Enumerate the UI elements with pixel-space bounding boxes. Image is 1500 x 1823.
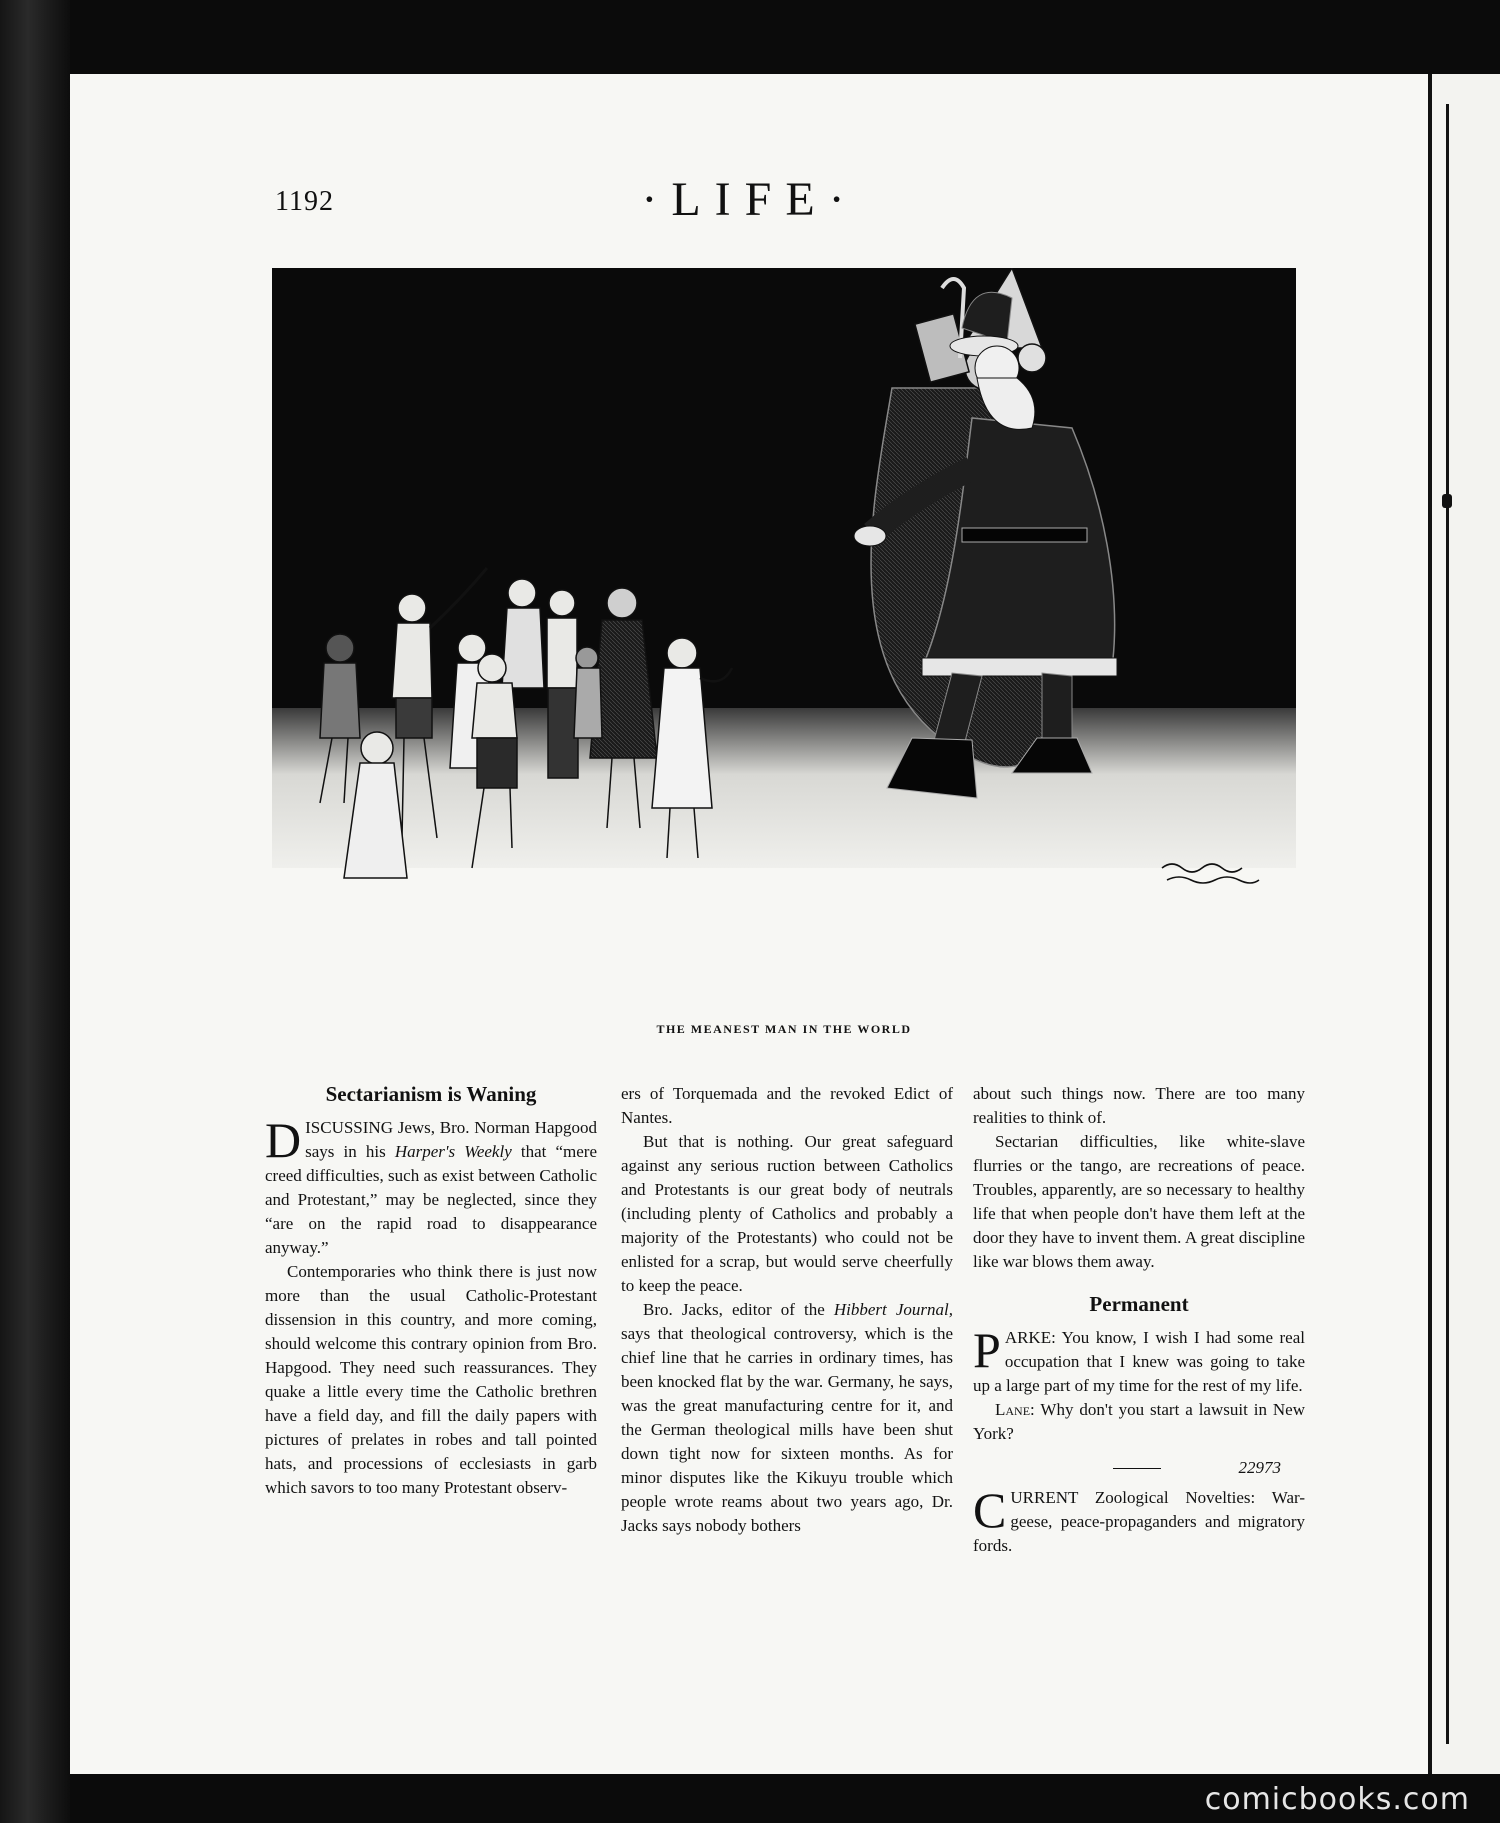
- divider-rule: [1113, 1468, 1161, 1469]
- page-number: 1192: [275, 186, 334, 217]
- article1-paragraph-7: Sectarian difficulties, like white-slave flurries or the tango, are recreations of peace. Troubles, apparently, are so necessary to healthy life that when people don't have them left at the door they have to invent them. A great discipline like war blows them away.: [973, 1132, 1305, 1271]
- site-watermark: comicbooks.com: [1204, 1782, 1470, 1817]
- article3-paragraph: CURRENT Zoological Novelties: War-geese, peace-propaganders and migratory fords.: [973, 1482, 1305, 1555]
- article1-paragraph-1: DISCUSSING Jews, Bro. Norman Hapgood says in his Harper's Weekly that “mere creed difficulties, such as exist between Catholic and Protestant,” may be neglected, since they “are on the rapid road to disappearance anyway.”: [265, 1112, 598, 1257]
- article-title-permanent: Permanent: [1089, 1292, 1189, 1316]
- illustration-caption: THE MEANEST MAN IN THE WORLD: [656, 1022, 912, 1036]
- dropcap-d: D: [265, 1112, 302, 1168]
- adjacent-page-clip: [1442, 494, 1452, 508]
- adjacent-page-rule: [1446, 104, 1449, 1744]
- article-number: 22973: [1238, 1458, 1281, 1477]
- article1-paragraph-3: ers of Torquemada and the revoked Edict of Nantes.: [621, 1084, 953, 1127]
- dropcap-p: P: [973, 1322, 1001, 1378]
- article1-paragraph-4: But that is nothing. Our great safeguard against any serious ruction between Catholics and Protestants is our great body of neutrals (including plenty of Catholics and probably a majority of the Protestants) who could not be enlisted for a scrap, but would serve cheerfully to keep the peace.: [621, 1132, 953, 1295]
- dropcap-c: C: [973, 1482, 1007, 1538]
- article2-lane-line: Lane: Why don't you start a lawsuit in New York?: [973, 1400, 1305, 1443]
- text-column-2: [621, 1082, 953, 1538]
- article1-paragraph-6: about such things now. There are too many realities to think of.: [973, 1084, 1305, 1127]
- adjacent-page-edge: [1432, 74, 1500, 1774]
- text-column-3: [973, 1082, 1305, 1558]
- article1-paragraph-5: Bro. Jacks, editor of the Hibbert Journal, says that theological controversy, which is the chief line that he carries in ordinary times, has been knocked flat by the war. Germany, he says, was the great manufacturing centre for it, and the German theological mills have been shut down tight now for sixteen months. As for minor disputes like the Kikuyu trouble which people wrote reams about two years ago, Dr. Jacks says nobody bothers: [621, 1300, 953, 1535]
- text-column-1: [265, 1082, 597, 1500]
- cartoon-illustration: [272, 268, 1296, 1038]
- section-divider: [973, 1456, 1305, 1480]
- article-title-sectarianism: Sectarianism is Waning: [325, 1082, 537, 1106]
- masthead-title: ·LIFE·: [641, 173, 859, 226]
- article1-paragraph-2: Contemporaries who think there is just now more than the usual Catholic-Protestant dissension in this country, and more coming, should welcome this contrary opinion from Bro. Hapgood. They need such reassurances. They quake a little every time the Catholic brethren have a field day, and fill the daily papers with pictures of prelates in robes and tall pointed hats, and processions of ecclesiasts in garb which savors to too many Protestant observ-: [265, 1262, 597, 1497]
- article2-parke-line: PARKE: You know, I wish I had some real occupation that I knew was going to take up a large part of my time for the rest of my life.: [973, 1322, 1305, 1395]
- scan-border-left: [0, 0, 70, 1823]
